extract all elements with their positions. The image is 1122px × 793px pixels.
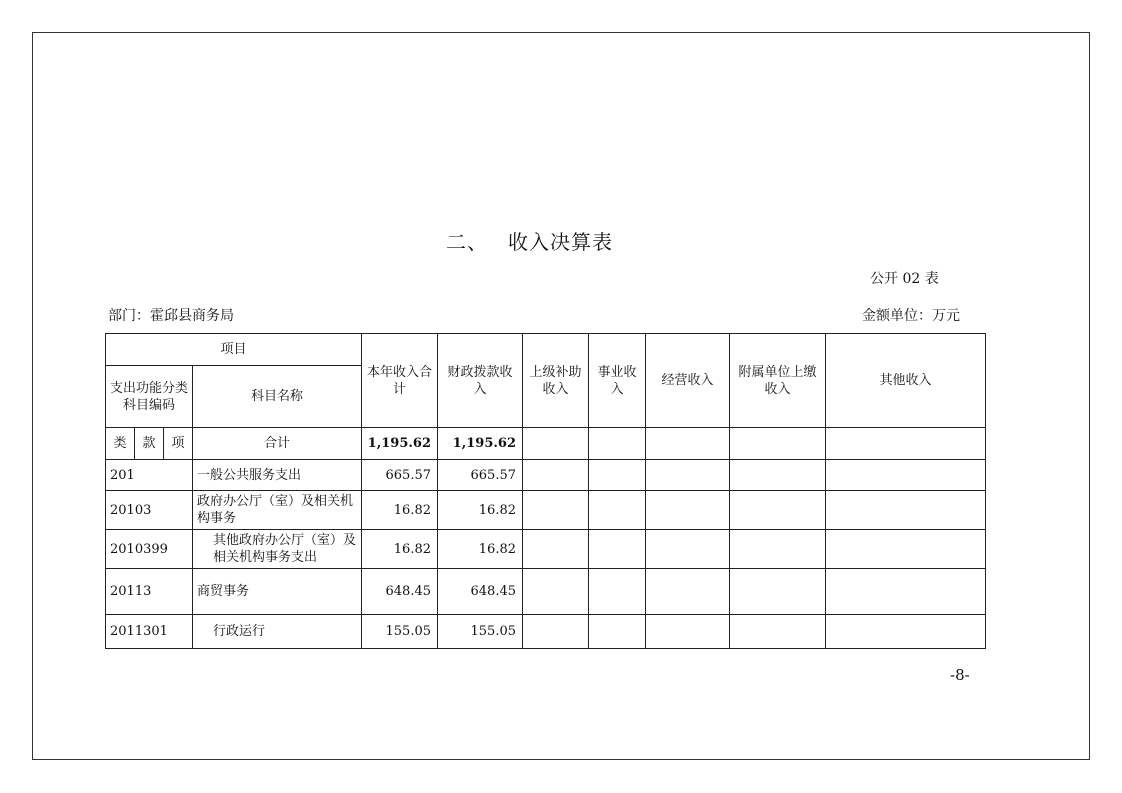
- header-xiang: 项: [164, 428, 193, 460]
- table-row: [106, 530, 986, 569]
- header-func-code: 支出功能分类科目编码: [106, 366, 193, 428]
- header-row-1: [106, 334, 986, 366]
- header-subject-name: 科目名称: [193, 366, 362, 428]
- header-operating: 经营收入: [646, 334, 730, 428]
- header-kuan: 款: [135, 428, 164, 460]
- title-number: 二、: [446, 230, 488, 254]
- row-code: 2010399: [106, 530, 193, 569]
- total-label: 合计: [193, 428, 362, 460]
- income-report-table: [105, 333, 986, 649]
- page-number: -8-: [950, 666, 970, 684]
- row-name: 行政运行: [193, 615, 362, 649]
- table-code: 公开 02 表: [870, 271, 939, 287]
- header-other: 其他收入: [826, 334, 986, 428]
- row-name: 其他政府办公厅（室）及相关机构事务支出: [193, 530, 362, 569]
- table-row: [106, 569, 986, 615]
- page-title: [446, 226, 613, 255]
- row-total-income: 648.45: [362, 569, 438, 615]
- row-fiscal: 16.82: [438, 491, 523, 530]
- header-business: 事业收入: [589, 334, 646, 428]
- row-total-income: 155.05: [362, 615, 438, 649]
- row-fiscal: 648.45: [438, 569, 523, 615]
- row-name: 政府办公厅（室）及相关机构事务: [193, 491, 362, 530]
- title-text: 收入决算表: [508, 230, 613, 254]
- row-fiscal: 665.57: [438, 460, 523, 491]
- header-upper-subsidy: 上级补助收入: [523, 334, 589, 428]
- header-fiscal: 财政拨款收入: [438, 334, 523, 428]
- header-lei: 类: [106, 428, 135, 460]
- row-name: 一般公共服务支出: [193, 460, 362, 491]
- row-total-income: 665.57: [362, 460, 438, 491]
- table-row: [106, 615, 986, 649]
- header-item: 项目: [106, 334, 362, 366]
- amount-unit-label: 金额单位：万元: [862, 308, 960, 324]
- row-fiscal: 16.82: [438, 530, 523, 569]
- total-fiscal-value: 1,195.62: [438, 428, 523, 460]
- table-row: [106, 491, 986, 530]
- row-code: 20103: [106, 491, 193, 530]
- row-code: 201: [106, 460, 193, 491]
- row-code: 2011301: [106, 615, 193, 649]
- total-row: [106, 428, 986, 460]
- table-row: [106, 460, 986, 491]
- row-code: 20113: [106, 569, 193, 615]
- department-label: 部门：霍邱县商务局: [108, 308, 234, 324]
- total-income-value: 1,195.62: [362, 428, 438, 460]
- row-name: 商贸事务: [193, 569, 362, 615]
- row-fiscal: 155.05: [438, 615, 523, 649]
- row-total-income: 16.82: [362, 491, 438, 530]
- row-total-income: 16.82: [362, 530, 438, 569]
- header-affiliated: 附属单位上缴收入: [730, 334, 826, 428]
- header-total-income: 本年收入合计: [362, 334, 438, 428]
